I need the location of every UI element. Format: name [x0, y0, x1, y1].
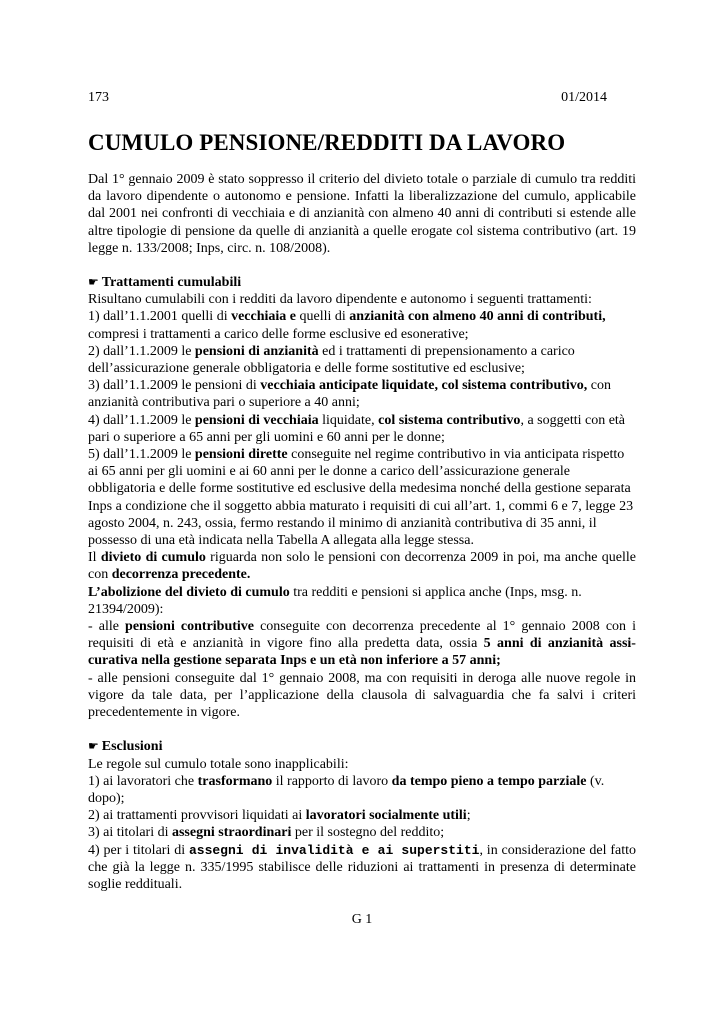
list-item: 4) dall’1.1.2009 le pensioni di vecchiaia liquidate, col sistema contributivo, a soggetti con età pari o superiore a 65 anni per gli uomini e 60 anni per le donne;	[88, 412, 626, 445]
list-item: 5) dall’1.1.2009 le pensioni dirette conseguite nel regime contributivo in via anticipata rispetto ai 65 anni per gli uomini e ai 60 anni per le donne a carico dell’assicurazione generale obbligatoria e delle forme sostitutive ed esclusive della medesima nonché della gestione separata Inps a condizione che il soggetto abbia maturato i requisiti di cui all’art. 1, commi 6 e 7, legge 23 agosto 2004, n. 243, ossia, fermo restando il minimo di anzianità contributiva di 35 anni, il possesso di una età indicata nella Tabella A allegata alla legge stessa.	[88, 447, 634, 549]
list-item: 1) ai lavoratori che trasformano il rapporto di lavoro da tempo pieno a tempo parziale (v. dopo);	[88, 773, 605, 806]
issue-date: 01/2014	[561, 90, 607, 105]
page-title: CUMULO PENSIONE/REDDITI DA LAVORO	[88, 130, 566, 155]
list-item: 3) ai titolari di assegni straordinari per il sostegno del reddito;	[88, 825, 445, 841]
list-item: 2) ai trattamenti provvisori liquidati ai lavoratori socialmente utili;	[88, 808, 471, 824]
divieto-paragraph: Il divieto di cumulo riguarda non solo le pensioni con decorrenza 2009 in poi, ma anche quelle con decorrenza precedente.	[88, 550, 636, 583]
list-item: 3) dall’1.1.2009 le pensioni di vecchiaia anticipate liquidate, col sistema contributivo, con anzianità contributiva pari o superiore a 40 anni;	[88, 378, 612, 411]
dash-item: - alle pensioni conseguite dal 1° gennaio 2008, ma con requisiti in deroga alle nuove regole in vigore da tale data, per l’applicazione della clausola di salvaguardia che fa salvi i criteri precedentemente in vigore.	[88, 670, 636, 721]
section-cumulabili-lead: Risultano cumulabili con i redditi da lavoro dipendente e autonomo i seguenti trattamenti:	[88, 292, 592, 308]
dash-item: - alle pensioni contributive conseguite con decorrenza precedente al 1° gennaio 2008 con i requisiti di età e anzianità in vigore fino alla predetta data, ossia 5 anni di anzianità assi-curativa nella gestione separata Inps e un età non inferiore a 57 anni;	[88, 619, 636, 669]
list-item: 1) dall’1.1.2001 quelli di vecchiaia e quelli di anzianità con almeno 40 anni di contributi, compresi i trattamenti a carico delle forme esclusive ed esonerative;	[88, 309, 606, 342]
pointing-hand-icon: ☛	[88, 739, 99, 754]
document-body	[88, 171, 636, 893]
abolizione-paragraph: L’abolizione del divieto di cumulo tra redditi e pensioni si applica anche (Inps, msg. n. 21394/2009):	[88, 584, 582, 617]
section-esclusioni-lead: Le regole sul cumulo totale sono inapplicabili:	[88, 756, 349, 772]
list-item: 4) per i titolari di assegni di invalidità e ai superstiti, in considerazione del fatto che già la legge n. 335/1995 stabilisce delle riduzioni ai trattamenti in presenza di determinate soglie reddituali.	[88, 842, 636, 892]
list-item: 2) dall’1.1.2009 le pensioni di anzianità ed i trattamenti di prepensionamento a carico dell’assicurazione generale obbligatoria e delle forme sostitutive ed esclusive;	[88, 343, 575, 377]
intro-paragraph: Dal 1° gennaio 2009 è stato soppresso il criterio del divieto totale o parziale di cumulo tra redditi da lavoro dipendente o autonomo e pensione. Infatti la liberalizzazione del cumulo, applicabile dal 2001 nei confronti di vecchiaia e di anzianità con almeno 40 anni di contributi si estende alle altre tipologie di pensione da quelle di anzianità a quelle erogate col sistema contributivo (art. 19 legge n. 133/2008; Inps, circ. n. 108/2008).	[88, 172, 636, 256]
page-number: 173	[88, 90, 109, 105]
section-esclusioni-heading: ☛ Esclusioni	[88, 739, 163, 755]
section-cumulabili-heading: ☛ Trattamenti cumulabili	[88, 275, 242, 291]
pointing-hand-icon: ☛	[88, 275, 99, 290]
page-footer: G 1	[351, 912, 373, 927]
